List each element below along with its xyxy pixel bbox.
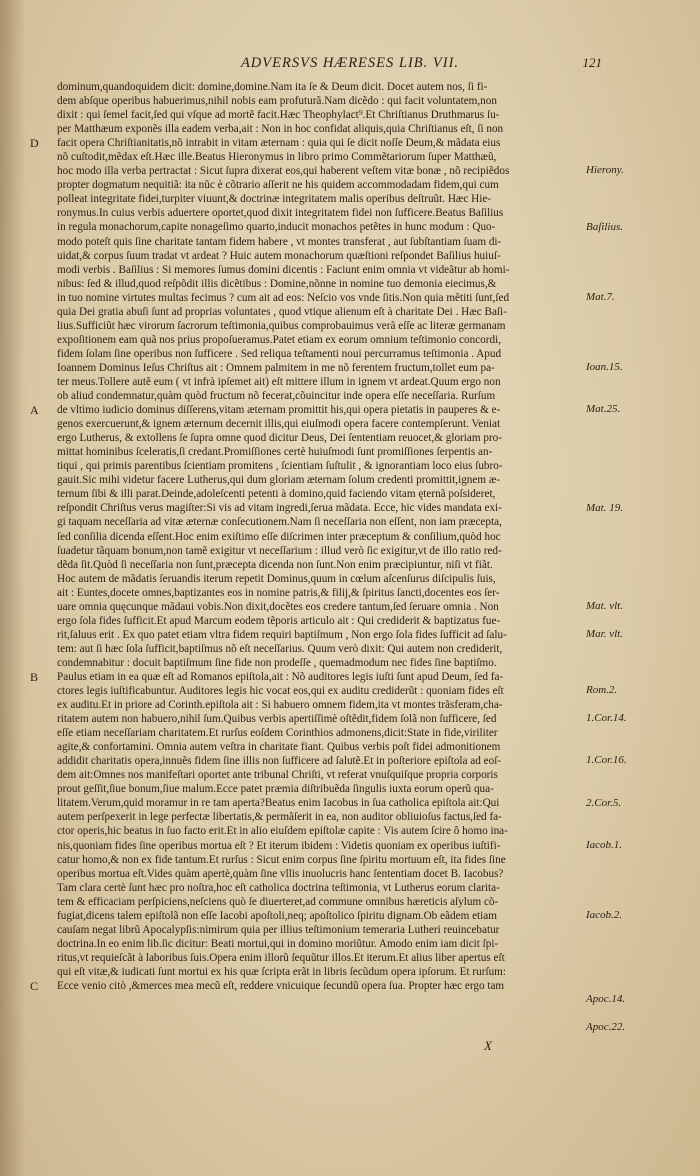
text-line: operibus mortua eſt.Vides quàm apertè,quàm ſine vllis inuolucris hanc ſententiam docet B. Iacobus?	[57, 867, 504, 880]
text-line: in tuo nomine virtutes multas fecimus ? cum ait ad eos: Neſcio vos vnde ſitis.Non quia mẽtiti ſunt,ſed	[57, 291, 510, 304]
text-line: propter dogmatum nequitiã: ita nũc è cõtrario aſſerit ne his quidem accommodadam fidem,qui cum	[57, 179, 499, 192]
text-line: ergo ſola fides ſufficit.Et apud Marcum eodem tẽporis articulo ait : Qui crediderit & baptizatus fue-	[57, 614, 501, 627]
margin-citation: Mat.25.	[586, 403, 621, 416]
text-line: gauit.Sic mihi videtur facere Lutherus,qui dum gloriam æternam ſolum credenti promittit,ignem æ-	[57, 474, 501, 487]
text-line: tem & efficaciam perſpiciens,neſciens quò ſe diuerteret,ad commune omnibus hæreticis aſylum cõ-	[57, 895, 499, 908]
text-line: expoſitionem eam quã nos prius propoſueramus.Patet etiam ex eorum omnium teſtimonio concordi,	[57, 333, 501, 346]
signature-mark: X	[484, 1038, 492, 1053]
text-line: tem: aut ſi hæc ſola ſufficit,baptiſmus nõ eſt neceſſarius. Quum verò dixit: Qui autem non crediderit,	[57, 642, 503, 655]
margin-citation: Mat. 19.	[586, 501, 623, 514]
text-line: qui eſt vitæ,& iudicati ſunt mortui ex his quæ ſcripta erãt in libris ſecũdum opera ipſorum. Et rurſum:	[57, 965, 506, 978]
text-line: rit,ſaluus erit . Ex quo patet etiam vltra fidem requiri baptiſmum , Non ergo ſola fides ſufficit ad ſalu-	[57, 628, 507, 641]
text-line: ctores legis iuſtificabuntur. Auditores legis hic vocat eos,qui ex auditu crediderũt : quoniam fides eſt	[57, 685, 504, 698]
text-line: litatem.Verum,quid moramur in re tam aperta?Beatus enim Iacobus in ſua catholica epiſtola ait:Qui	[57, 797, 500, 810]
section-marker: A	[30, 403, 39, 418]
text-line: nõ cuſtodit,mẽdax eſt.Hæc ille.Beatus Hieronymus in libro primo Commẽtariorum ſuper Matthæũ,	[57, 151, 497, 164]
text-line: ex auditu.Et in priore ad Corinth.epiſtola ait : Si habuero omnem fidem,ita vt montes trãsferam,cha-	[57, 699, 503, 712]
margin-citation: 2.Cor.5.	[586, 796, 622, 809]
margin-citation: 1.Cor.16.	[586, 754, 627, 767]
text-line: agite,& confortamini. Omnia autem veſtra in charitate fiant. Quibus verbis poſt fidei admonitionem	[57, 741, 501, 754]
text-line: fidem ſolam ſine operibus non ſufficere . Sed reliqua teſtamenti noui percurramus teſtimonia . Apud	[57, 347, 502, 360]
text-line: eſſe etiam neceſſariam charitatem.Et rurſus eoſdem Corinthios admonens,dicit:State in fide,viriliter	[57, 727, 498, 740]
margin-citation: Iacob.2.	[586, 908, 623, 921]
text-line: ritatem autem non habuero,nihil ſum.Quibus verbis apertiſſimè oſtẽdit,fidem ſolã non ſufficere, ſed	[57, 713, 497, 726]
text-line: hoc modo illa verba pertractat : Sicut ſupra dixerat eos,qui haberent veſtem vitæ bonæ , nõ recipiẽdos	[57, 165, 510, 178]
text-line: de vltimo iudicio dominus diſſerens,vitam æternam promittit his,qui opera pietatis in pauperes & e-	[57, 404, 501, 417]
text-line: dem abſque operibus habuerimus,nihil nobis eam profuturã.Nam dicẽdo : qui facit voluntatem,non	[57, 95, 497, 108]
text-line: modi verbis . Baſilius : Si memores ſumus domini dicentis : Faciunt enim omnia vt videãtur ab homi-	[57, 263, 510, 276]
text-line: condemnabitur : docuit baptiſmum ſine fide non prodeſſe , quemadmodum nec fides ſine baptiſmo.	[57, 656, 497, 669]
text-line: ſuadetur tãquam bonum,non tamẽ exigitur vt neceſſarium : illud verò ſic exigitur,vt de illo ratio red-	[57, 544, 502, 557]
text-line: nis,quoniam fides ſine operibus mortua eſt ? Et iterum ibidem : Videtis quoniam ex operibus iuſtifi-	[57, 839, 501, 852]
text-line: nibus: ſed & illud,quod reſpõdit illis dicẽtibus : Domine,nõnne in nomine tuo demonia eiecimus,&	[57, 277, 497, 290]
text-line: per Matthæum exponẽs illa eadem verba,ait : Non in hoc confidat aliquis,quia Chriſtianus eſt, ſi non	[57, 123, 504, 136]
text-line: doctrina.In eo enim lib.ſic dicitur: Beati mortui,qui in domino moriũtur. Amodo enim iam dicit ſpi-	[57, 937, 499, 950]
margin-citation: Hierony.	[586, 164, 624, 177]
section-marker: B	[30, 670, 39, 685]
text-line: addidit charitatis opera,innuẽs fidem ſine illis non ſufficere ad ſalutẽ.Et in poſteriore epiſtola ad eoſ-	[57, 755, 502, 768]
text-line: dixit : qui ſemel facit,ſed qui vſque ad mortẽ facit.Hæc Theophylact⁹.Et Chriſtianus Druthmarus ſu-	[57, 109, 500, 122]
margin-citation: Baſilius.	[586, 220, 623, 233]
text-line: ternum ſibi & illi parat.Deinde,adoleſcenti petenti à domino,quid faciendo vitam ęternã poſsideret,	[57, 488, 496, 501]
margin-citation: 1.Cor.14.	[586, 712, 627, 725]
text-line: polleat integritate fidei,turpiter viuunt,& doctrinæ integritatem malis operibus deſtruũt. Hæc Hie-	[57, 193, 492, 206]
running-head: ADVERSVS HÆRESES LIB. VII.	[240, 55, 460, 71]
section-marker: C	[30, 979, 39, 994]
section-marker: D	[30, 136, 39, 151]
text-line: ritus,vt requieſcãt à laboribus ſuis.Opera enim illorũ ſequũtur illos.Et iterum.Et alius liber apertus eſt	[57, 951, 505, 964]
text-line: Hoc autem de mãdatis ſeruandis iterum repetit Dominus,quum in cœlum aſcenſurus diſcipulis ſuis,	[57, 572, 496, 585]
margin-citation: Iacob.1.	[586, 838, 623, 851]
text-line: modo poteſt quis ſine charitate tantam fidem habere , vt montes transferat , aut ſubſtantiam ſuam di-	[57, 235, 502, 248]
text-line: gi taquam neceſſaria ad vitæ æternæ conſecutionem.Nam ſi neceſſaria non eſſent, non iam præcepta,	[57, 516, 502, 529]
text-line: Ecce venio citò ,&merces mea mecũ eſt, reddere vnicuique ſecundũ opera ſua. Propter hæc ergo tam	[57, 980, 505, 992]
text-line: Tam clara certè ſunt hæc pro noſtra,hoc eſt catholica doctrina teſtimonia, vt Lutherus eorum clarita-	[57, 881, 500, 894]
text-line: lius.Sufficiũt hæc virorum ſacrorum teſtimonia,quibus comprobauimus verã eſſe ac literæ germanam	[57, 319, 506, 332]
margin-citation: Apoc.22.	[586, 1021, 626, 1034]
margin-citation: Mat. vlt.	[586, 599, 623, 612]
text-line: Ioannem Dominus Ieſus Chriſtus ait : Omnem palmitem in me nõ ferentem fructum,tollet eum pa-	[57, 361, 495, 374]
text-line: quia Dei gratia abuſi ſunt ad proprias voluntates , quod vtique alienum eſt à charitate Dei . Hæc Baſi-	[57, 305, 507, 318]
text-line: ter meus.Tollere autẽ eum ( vt infrà ipſemet ait) eſt mittere illum in ignem vt ardeat.Quum ergo non	[57, 375, 501, 388]
folio-number: 121	[582, 55, 602, 70]
text-line: ronymus.In cuius verbis aduertere oportet,quod dixit integritatem fidei non ſufficere.Beatus Baſilius	[57, 207, 504, 220]
text-line: reſpondit Chriſtus verus magiſter:Si vis ad vitam ingredi,ſerua mãdata. Ecce, hic vides mandata exi-	[57, 502, 502, 515]
text-line: in regula monachorum,capite nonageſimo quarto,inducit monachos petẽtes in hunc modum : Quo-	[57, 221, 496, 234]
margin-citation: Rom.2.	[586, 684, 618, 697]
text-line: dem ait:Omnes nos manifeſtari oportet ante tribunal Chriſti, vt referat vnuſquiſque propria corporis	[57, 769, 498, 782]
text-line: fugiat,dicens talem epiſtolã non eſſe Iacobi apoſtoli,neq; apoſtolico ſpiritu dignam.Ob eãdem etiam	[57, 909, 497, 922]
text-line: ob aliud condemnatur,quàm quòd fructum nõ fecerat,cõuincitur inde opera eſſe neceſſaria. Rurſum	[57, 390, 496, 403]
margin-citation: Mat.7.	[586, 290, 615, 303]
margin-citation: Ioan.15.	[586, 361, 623, 373]
text-line: autem perſpexerit in lege perfectæ libertatis,& permãſerit in ea, non auditor obliuioſus factus,ſed fa-	[57, 811, 502, 824]
text-line: mittat hominibus ſceleratis,ſi credant.Promiſſiones certè huiuſmodi ſunt promiſſiones ſerpentis an-	[57, 446, 493, 459]
margin-citation: Mar. vlt.	[586, 627, 623, 640]
text-line: dominum,quandoquidem dicit: domine,domine.Nam ita ſe & Deum dicit. Docet autem nos, ſi fi-	[57, 81, 488, 93]
text-line: uidat,& corpus ſuum tradat vt ardeat ? Huic autem monachorum quæſtioni reſpondet Baſilius huiuſ-	[57, 249, 501, 262]
text-line: ait : Euntes,docete omnes,baptizantes eos in nomine patris,& filij,& ſpiritus ſancti,docentes eos ſer-	[57, 586, 500, 599]
text-line: genos exercuerunt,& ignem æternum decernit illis,qui eiuſmodi opera facere contempſerunt. Veniat	[57, 418, 501, 431]
text-line: catur homo,& non ex fide tantum.Et rurſus : Sicut enim corpus ſine ſpiritu mortuum eſt, ita fides ſine	[57, 853, 506, 866]
text-line: prout geſſit,ſiue bonum,ſiue malum.Ecce patet præmia diſtribuẽda ſingulis iuxta eorum operũ qua-	[57, 783, 494, 796]
text-line: dẽda ſit.Quòd ſi neceſſaria non ſunt,præcepta dicenda non ſunt.Non enim præcipiuntur, niſi vt fiãt.	[57, 558, 493, 571]
spine-shadow	[0, 0, 26, 1176]
text-line: Paulus etiam in ea quæ eſt ad Romanos epiſtola,ait : Nõ auditores legis iuſti ſunt apud Deum, ſed fa-	[57, 670, 504, 683]
text-line: uare omnia quęcunque mãdaui vobis.Non dixit,docẽtes eos credere tantum,ſed ſeruare omnia . Non	[57, 600, 499, 613]
text-line: cauſam negat librũ Apocalypſis:nimirum quia per illius teſtimonium temeraria Lutheri reuincebatur	[57, 923, 500, 936]
text-line: ergo Lutherus, & extollens ſe ſupra omne quod dicitur Deus, Dei ſententiam reuocet,& gloriam pro-	[57, 432, 502, 445]
text-line: facit opera Chriſtianitatis,nõ intrabit in vitam æternam : quia qui ſe dicit noſſe Deum,& mãdata eius	[57, 137, 501, 150]
margin-citation: Apoc.14.	[586, 993, 626, 1006]
text-line: ctor operis,hic beatus in ſuo facto erit.Et in alio eiuſdem epiſtolæ capite : Vis autem ſcire ô homo ina-	[57, 825, 508, 838]
body-text	[57, 80, 588, 993]
text-line: ſed conſilia dicenda eſſent.Hoc enim exiſtimo eſſe diſcrimen inter præceptum & conſilium,quòd hoc	[57, 530, 501, 543]
text-line: tiqui , qui primis parentibus ſcientiam promitens , ſcientiam ſuſtulit , & ignorantiam loco eius ſubro-	[57, 460, 503, 473]
